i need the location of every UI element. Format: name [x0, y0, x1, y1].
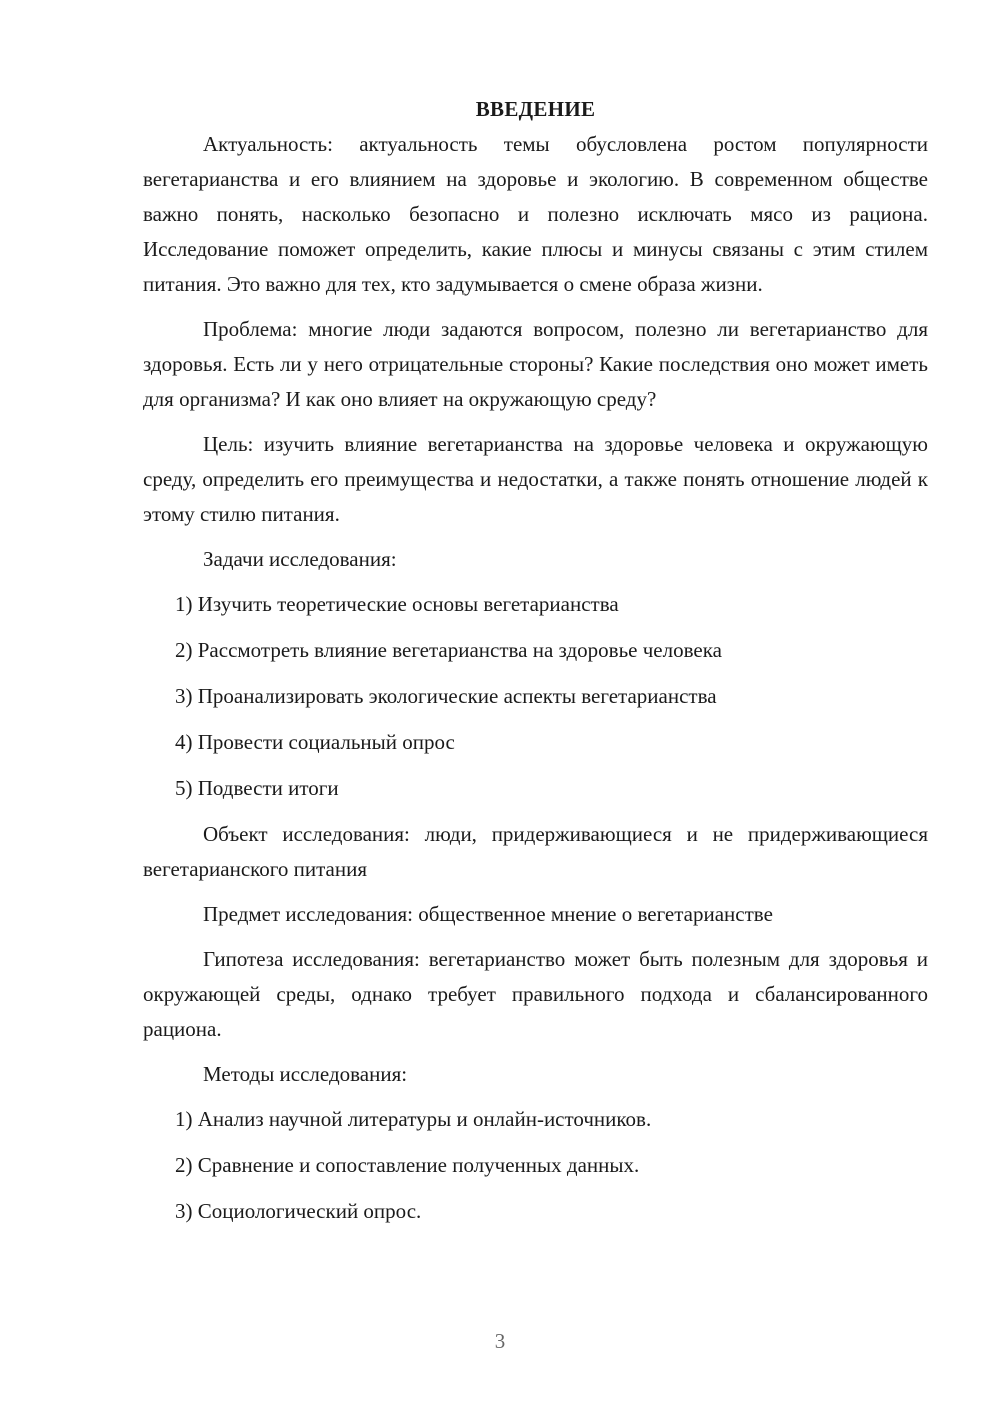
goal-paragraph: Цель: изучить влияние вегетарианства на здоровье человека и окружающую среду, определить его преимущества и недостатки, а также понять отношение людей к этому стилю питания. [143, 432, 928, 526]
page-number: 3 [494, 1329, 506, 1353]
tasks-heading: Задачи исследования: [203, 547, 397, 571]
page-title: ВВЕДЕНИЕ [475, 97, 596, 121]
relevance-paragraph: Актуальность: актуальность темы обусловлена ростом популярности вегетарианства и его влиянием на здоровье и экологию. В современном обществе важно понять, насколько безопасно и полезно исключать мясо из рациона. Исследование поможет определить, какие плюсы и минусы связаны с этим стилем питания. Это важно для тех, кто задумывается о смене образа жизни. [143, 132, 928, 296]
hypothesis-paragraph: Гипотеза исследования: вегетарианство может быть полезным для здоровья и окружающей среды, однако требует правильного подхода и сбалансированного рациона. [143, 947, 928, 1041]
method-item: 2) Сравнение и сопоставление полученных данных. [175, 1153, 640, 1177]
task-item: 3) Проанализировать экологические аспекты вегетарианства [175, 684, 717, 708]
method-item: 1) Анализ научной литературы и онлайн-источников. [175, 1107, 652, 1131]
task-item: 5) Подвести итоги [175, 776, 339, 800]
subject-paragraph: Предмет исследования: общественное мнение о вегетарианстве [203, 902, 773, 926]
methods-list [143, 1102, 928, 1229]
task-item: 4) Провести социальный опрос [175, 730, 455, 754]
method-item: 3) Социологический опрос. [175, 1199, 422, 1223]
task-item: 2) Рассмотреть влияние вегетарианства на здоровье человека [175, 638, 722, 662]
tasks-list [143, 587, 928, 806]
object-paragraph: Объект исследования: люди, придерживающиеся и не придерживающиеся вегетарианского питания [143, 822, 928, 881]
methods-heading: Методы исследования: [203, 1062, 408, 1086]
task-item: 1) Изучить теоретические основы вегетарианства [175, 592, 619, 616]
document-page [143, 92, 928, 1240]
problem-paragraph: Проблема: многие люди задаются вопросом, полезно ли вегетарианство для здоровья. Есть ли у него отрицательные стороны? Какие последствия оно может иметь для организма? И как оно влияет на окружающую среду? [143, 317, 928, 411]
